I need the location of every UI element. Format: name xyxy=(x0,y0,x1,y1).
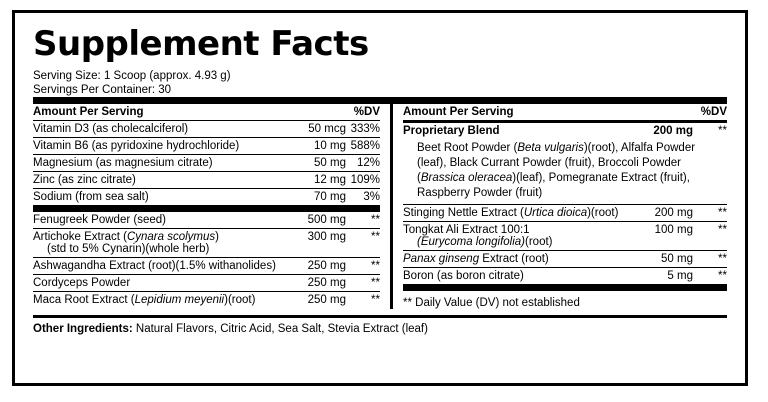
right-ingredient-table-2 xyxy=(403,204,727,284)
table-row xyxy=(33,138,380,155)
ingredient-amount: 300 mg xyxy=(284,229,346,258)
ingredient-name-tail: Extract (root) xyxy=(479,253,549,266)
right-header-spacer xyxy=(631,104,693,120)
nutrient-name: Zinc (as zinc citrate) xyxy=(33,172,284,189)
table-row xyxy=(403,222,727,251)
left-table-header xyxy=(33,104,380,121)
page-title: Supplement Facts xyxy=(33,24,369,64)
blend-latin-2: Brassica oleracea xyxy=(420,172,513,185)
ingredient-dv: ** xyxy=(693,268,727,285)
ingredient-name: Fenugreek Powder (seed) xyxy=(33,214,166,227)
right-header-dv: %DV xyxy=(700,106,727,119)
divider-thick-right-bottom xyxy=(403,284,727,291)
left-nutrient-table xyxy=(33,104,380,205)
blend-latin-1: Beta vulgaris xyxy=(517,142,584,155)
ingredient-dv: ** xyxy=(693,251,727,268)
ingredient-amount: 100 mg xyxy=(631,222,693,251)
ingredient-amount: 250 mg xyxy=(284,292,346,309)
ingredient-amount: 5 mg xyxy=(631,268,693,285)
ingredient-dv: ** xyxy=(346,229,380,258)
nutrient-dv: 12% xyxy=(346,155,380,172)
ingredient-sub-note: (std to 5% Cynarin)(whole herb) xyxy=(47,243,210,256)
table-row xyxy=(33,155,380,172)
ingredient-latin-name: (Eurycoma longifolia) xyxy=(417,236,526,249)
table-row xyxy=(33,189,380,206)
ingredient-dv: ** xyxy=(346,292,380,309)
nutrient-amount: 70 mg xyxy=(284,189,346,206)
ingredient-name xyxy=(33,229,284,258)
ingredient-dv: ** xyxy=(371,214,380,227)
blend-part-3: )(leaf), Pomegranate Extract (fruit), Raspberry Powder (fruit) xyxy=(417,172,690,200)
ingredient-name-plain: Artichoke Extract ( xyxy=(33,231,127,244)
table-row xyxy=(33,258,380,275)
left-herb-table xyxy=(33,212,380,308)
nutrient-dv: 333% xyxy=(346,121,380,138)
divider-thick-top xyxy=(33,97,727,104)
ingredient-amount: 250 mg xyxy=(284,258,346,275)
left-header-amount: Amount Per Serving xyxy=(33,106,144,119)
ingredient-latin-name: Urtica dioica xyxy=(523,207,588,220)
ingredient-name-tail: )(root) xyxy=(587,207,619,220)
table-row xyxy=(403,251,727,268)
ingredient-dv: ** xyxy=(693,222,727,251)
table-row xyxy=(403,268,727,285)
supplement-facts-panel xyxy=(12,10,748,386)
other-ingredients xyxy=(33,318,727,335)
ingredient-name-tail: )(root) xyxy=(224,294,256,307)
left-header-dv: %DV xyxy=(353,106,380,119)
proprietary-blend-description xyxy=(403,139,727,204)
ingredient-amount: 500 mg xyxy=(307,214,346,227)
ingredient-latin-name: Lepidium meyenii xyxy=(134,294,225,307)
ingredient-name-plain: Tongkat Ali Extract 100:1 xyxy=(403,224,530,237)
ingredient-dv: ** xyxy=(693,205,727,222)
ingredient-name: Ashwagandha Extract (root)(1.5% withanolides) xyxy=(33,258,284,275)
proprietary-blend-name: Proprietary Blend xyxy=(403,125,500,138)
ingredient-sub-tail: (root) xyxy=(525,236,553,249)
proprietary-blend-amount: 200 mg xyxy=(653,125,693,138)
nutrient-name: Sodium (from sea salt) xyxy=(33,189,284,206)
nutrient-amount: 50 mcg xyxy=(284,121,346,138)
nutrient-name: Vitamin B6 (as pyridoxine hydrochloride) xyxy=(33,138,284,155)
table-row xyxy=(33,172,380,189)
table-row xyxy=(33,229,380,258)
blend-part-1: Beet Root Powder ( xyxy=(417,142,518,155)
ingredient-name xyxy=(403,205,631,222)
ingredient-sub-note xyxy=(403,236,631,248)
table-row xyxy=(33,275,380,292)
left-column xyxy=(33,104,380,309)
facts-columns xyxy=(33,104,727,309)
other-ingredients-label: Other Ingredients: xyxy=(33,323,133,336)
nutrient-amount: 50 mg xyxy=(284,155,346,172)
ingredient-dv: ** xyxy=(346,275,380,292)
table-row xyxy=(33,292,380,309)
daily-value-footnote: ** Daily Value (DV) not established xyxy=(403,297,580,310)
table-row xyxy=(33,212,380,229)
ingredient-name-plain: Maca Root Extract ( xyxy=(33,294,135,307)
right-table-header xyxy=(403,104,727,120)
right-header-amount: Amount Per Serving xyxy=(403,106,514,119)
ingredient-name xyxy=(403,251,631,268)
servings-per-container-text: Servings Per Container: 30 xyxy=(33,84,172,97)
ingredient-amount: 250 mg xyxy=(284,275,346,292)
table-row xyxy=(33,121,380,138)
ingredient-amount: 50 mg xyxy=(631,251,693,268)
table-row xyxy=(403,205,727,222)
serving-size-text: Serving Size: 1 Scoop (approx. 4.93 g) xyxy=(33,69,231,82)
divider-thick-mid-left xyxy=(33,205,380,212)
nutrient-amount: 12 mg xyxy=(284,172,346,189)
ingredient-amount: 200 mg xyxy=(631,205,693,222)
nutrient-name: Vitamin D3 (as cholecalciferol) xyxy=(33,121,284,138)
nutrient-name: Magnesium (as magnesium citrate) xyxy=(33,155,284,172)
proprietary-blend-dv: ** xyxy=(718,125,727,138)
table-row xyxy=(403,123,727,139)
nutrient-dv: 3% xyxy=(346,189,380,206)
right-table-header-table xyxy=(403,104,727,120)
blend-part-2: )(root), Alfalfa Powder (leaf), Black Currant Powder (fruit), Broccoli Powder ( xyxy=(417,142,696,185)
nutrient-dv: 109% xyxy=(346,172,380,189)
ingredient-name xyxy=(403,222,631,251)
right-ingredient-table xyxy=(403,123,727,139)
right-column xyxy=(390,104,727,309)
ingredient-latin-name: Cynara scolymus xyxy=(126,231,216,244)
ingredient-name-plain: Stinging Nettle Extract ( xyxy=(403,207,524,220)
ingredient-name: Boron (as boron citrate) xyxy=(403,268,631,285)
ingredient-name: Cordyceps Powder xyxy=(33,275,284,292)
nutrient-dv: 588% xyxy=(346,138,380,155)
left-header-spacer xyxy=(284,104,346,121)
column-gap xyxy=(380,104,390,309)
ingredient-name xyxy=(33,292,284,309)
other-ingredients-value: Natural Flavors, Citric Acid, Sea Salt, Stevia Extract (leaf) xyxy=(135,323,428,336)
ingredient-latin-name: Panax ginseng xyxy=(403,253,480,266)
ingredient-name-tail: ) xyxy=(215,231,219,244)
nutrient-amount: 10 mg xyxy=(284,138,346,155)
ingredient-dv: ** xyxy=(346,258,380,275)
